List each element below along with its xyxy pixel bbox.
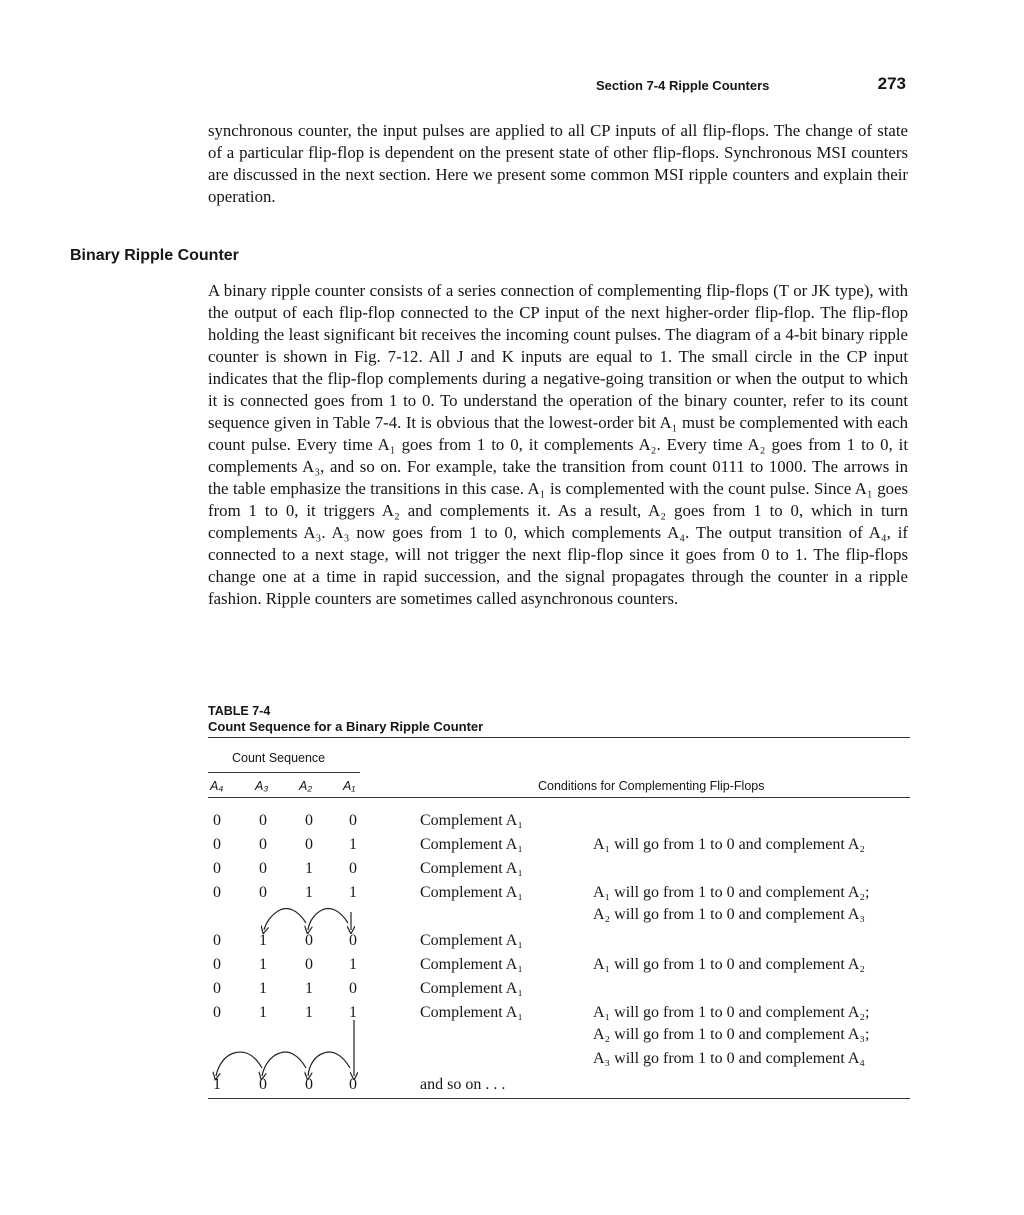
complement-cell: Complement A₁ bbox=[420, 956, 523, 973]
condition-cell: A₁ will go from 1 to 0 and complement A₂ bbox=[593, 956, 866, 973]
bit-cell: 1 bbox=[305, 884, 313, 901]
bit-cell: 0 bbox=[349, 932, 357, 949]
condition-cell: A₂ will go from 1 to 0 and complement A₃ bbox=[593, 906, 866, 923]
complement-cell: Complement A₁ bbox=[420, 932, 523, 949]
column-header: A₁ bbox=[343, 779, 356, 793]
table-label: TABLE 7-4 bbox=[208, 704, 271, 718]
bit-cell: 1 bbox=[213, 1076, 221, 1093]
bit-cell: 1 bbox=[349, 956, 357, 973]
bit-cell: 1 bbox=[259, 956, 267, 973]
complement-cell: Complement A₁ bbox=[420, 836, 523, 853]
bit-cell: 0 bbox=[349, 860, 357, 877]
bit-cell: 1 bbox=[305, 860, 313, 877]
section-title: Section 7-4 Ripple Counters bbox=[596, 78, 770, 93]
condition-cell: A₂ will go from 1 to 0 and complement A₃; bbox=[593, 1026, 870, 1043]
arrow-a1-to-a2-b bbox=[308, 1052, 350, 1076]
bit-cell: 0 bbox=[305, 932, 313, 949]
table-bottom-rule bbox=[208, 1098, 910, 1099]
bit-cell: 0 bbox=[259, 812, 267, 829]
condition-cell: A₁ will go from 1 to 0 and complement A₂ bbox=[593, 836, 866, 853]
complement-cell: Complement A₁ bbox=[420, 812, 523, 829]
bit-cell: 0 bbox=[259, 836, 267, 853]
condition-cell: A₁ will go from 1 to 0 and complement A₂; bbox=[593, 884, 870, 901]
table-title: Count Sequence for a Binary Ripple Counter bbox=[208, 719, 484, 734]
conditions-header: Conditions for Complementing Flip-Flops bbox=[538, 779, 765, 793]
bit-cell: 0 bbox=[259, 884, 267, 901]
bit-cell: 1 bbox=[259, 932, 267, 949]
complement-cell: Complement A₁ bbox=[420, 1004, 523, 1021]
count-sequence-label: Count Sequence bbox=[232, 751, 326, 765]
arrow-a1-to-a2 bbox=[308, 909, 348, 930]
bit-cell: 0 bbox=[349, 980, 357, 997]
bit-cell: 0 bbox=[259, 860, 267, 877]
arrow-a2-to-a3 bbox=[264, 909, 306, 930]
bit-cell: 0 bbox=[213, 932, 221, 949]
bit-cell: 0 bbox=[213, 956, 221, 973]
column-header: A₂ bbox=[299, 779, 313, 793]
bit-cell: 1 bbox=[349, 1004, 357, 1021]
bit-cell: 0 bbox=[305, 836, 313, 853]
arrow-a2-to-a3-b bbox=[262, 1052, 306, 1076]
bit-cell: 0 bbox=[213, 1004, 221, 1021]
bit-cell: 0 bbox=[349, 1076, 357, 1093]
paragraph-synchronous: synchronous counter, the input pulses are applied to all CP inputs of all flip-flops. The change of state of a particular flip-flop is dependent on the present state of other flip-flops. Synchronous MSI counters are discussed in the next section. Here we present some common MSI ripple counters and explain their operation. bbox=[208, 121, 908, 206]
arrow-a3-to-a4 bbox=[216, 1052, 262, 1076]
condition-cell: A₁ will go from 1 to 0 and complement A₂; bbox=[593, 1004, 870, 1021]
complement-cell: and so on . . . bbox=[420, 1076, 506, 1093]
complement-cell: Complement A₁ bbox=[420, 980, 523, 997]
section-heading: Binary Ripple Counter bbox=[70, 247, 239, 264]
bit-cell: 0 bbox=[213, 836, 221, 853]
bit-cell: 0 bbox=[305, 956, 313, 973]
bit-cell: 0 bbox=[305, 812, 313, 829]
bit-cell: 0 bbox=[305, 1076, 313, 1093]
paragraph-binary-ripple: A binary ripple counter consists of a series connection of complementing flip-flops (T or JK type), with the output of each flip-flop connected to the CP input of the next higher-order flip-flop. The flip-flop holding the least significant bit receives the incoming count pulses. The diagram of a 4-bit binary ripple counter is shown in Fig. 7-12. All J and K inputs are equal to 1. The small circle in the CP input indicates that the flip-flop complements during a negative-going transition or when the output to which it is connected goes from 1 to 0. To understand the operation of the binary counter, refer to its count sequence given in Table 7-4. It is obvious that the lowest-order bit A₁ must be complemented with each count pulse. Every time A₁ goes from 1 to 0, it complements A₂. Every time A₂ goes from 1 to 0, it complements A₃, and so on. For example, take the transition from count 0111 to 1000. The arrows in the table emphasize the transitions in this case. A₁ is complemented with the count pulse. Since A₁ goes from 1 to 0, it triggers A₂ and complements it. As a result, A₂ goes from 1 to 0, which in turn complements A₃. A₃ now goes from 1 to 0, which complements A₄. The output transition of A₄, if connected to a next stage, will not trigger the next flip-flop since it goes from 0 to 1. The flip-flops change one at a time in rapid succession, and the signal propagates through the counter in a ripple fashion. Ripple counters are sometimes called asynchronous counters. bbox=[208, 281, 908, 608]
bit-cell: 0 bbox=[213, 812, 221, 829]
bit-cell: 1 bbox=[259, 980, 267, 997]
column-header: A₄ bbox=[210, 779, 224, 793]
bit-cell: 1 bbox=[349, 836, 357, 853]
bit-cell: 1 bbox=[305, 1004, 313, 1021]
page-number: 273 bbox=[877, 74, 906, 93]
bit-cell: 1 bbox=[349, 884, 357, 901]
complement-cell: Complement A₁ bbox=[420, 884, 523, 901]
bit-cell: 1 bbox=[305, 980, 313, 997]
complement-cell: Complement A₁ bbox=[420, 860, 523, 877]
bit-cell: 0 bbox=[213, 980, 221, 997]
bit-cell: 0 bbox=[259, 1076, 267, 1093]
column-header: A₃ bbox=[255, 779, 269, 793]
condition-cell: A₃ will go from 1 to 0 and complement A₄ bbox=[593, 1050, 866, 1067]
bit-cell: 0 bbox=[213, 860, 221, 877]
bit-cell: 0 bbox=[349, 812, 357, 829]
bit-cell: 1 bbox=[259, 1004, 267, 1021]
bit-cell: 0 bbox=[213, 884, 221, 901]
